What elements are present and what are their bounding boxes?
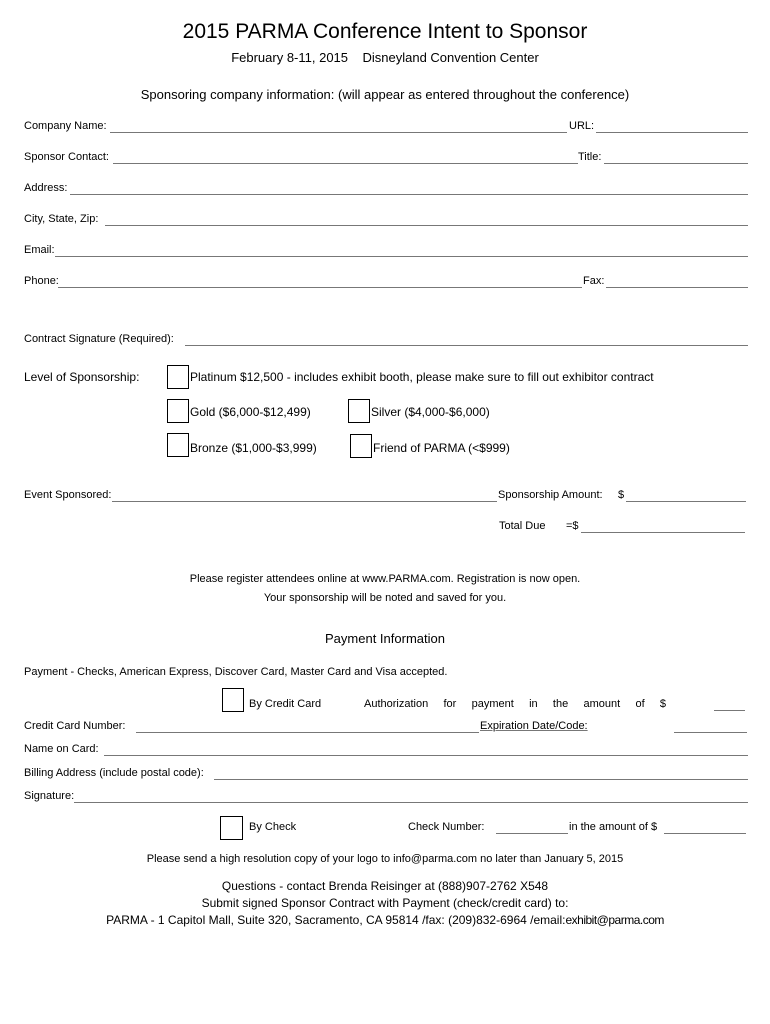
level-of-sponsorship-label: Level of Sponsorship: (24, 370, 140, 384)
event-dates-venue (0, 50, 770, 65)
mailing-address (0, 913, 770, 927)
address-field[interactable] (70, 194, 748, 195)
url-label: URL: (569, 120, 595, 132)
credit-card-number-label: Credit Card Number: (24, 720, 126, 732)
platinum-option-label: Platinum $12,500 - includes exhibit booth, please make sure to fill out exhibitor contract (190, 370, 654, 384)
by-credit-card-label: By Credit Card (249, 698, 322, 710)
company-name-label: Company Name: (24, 120, 107, 132)
register-note-line2: Your sponsorship will be noted and saved for you. (263, 592, 507, 604)
mailing-address-main: PARMA - 1 Capitol Mall, Suite 320, Sacramento, CA 95814 /fax: (209)832-6964 /email: (106, 913, 566, 927)
payment-signature-label: Signature: (24, 790, 75, 802)
name-on-card-label: Name on Card: (24, 743, 99, 755)
billing-address-label: Billing Address (include postal code): (24, 767, 204, 779)
check-checkbox[interactable] (220, 816, 243, 840)
mailing-address-email[interactable]: exhibit@parma.com (565, 913, 664, 927)
name-on-card-field[interactable] (104, 755, 748, 756)
friend-option-label: Friend of PARMA (<$999) (373, 441, 510, 455)
questions-contact: Questions - contact Brenda Reisinger at (888)907-2762 X548 (221, 879, 549, 893)
check-amount-label: in the amount of $ (569, 821, 658, 833)
phone-field[interactable] (58, 287, 582, 288)
sponsor-contact-label: Sponsor Contact: (24, 151, 109, 163)
page-title: 2015 PARMA Conference Intent to Sponsor (182, 20, 588, 43)
sponsorship-amount-field[interactable] (626, 501, 746, 502)
title-label: Title: (578, 151, 602, 163)
phone-label: Phone: (24, 275, 59, 287)
authorization-amount-field[interactable] (714, 710, 745, 711)
logo-note: Please send a high resolution copy of your logo to info@parma.com no later than January 5, 2015 (146, 853, 624, 865)
total-due-dollar: =$ (566, 520, 579, 532)
event-sponsored-field[interactable] (112, 501, 497, 502)
fax-label: Fax: (583, 275, 605, 287)
event-sponsored-label: Event Sponsored: (24, 489, 112, 501)
credit-card-number-field[interactable] (136, 732, 479, 733)
email-label: Email: (24, 244, 55, 256)
section-heading-company: Sponsoring company information: (will appear as entered throughout the conference) (140, 87, 630, 102)
contract-signature-label: Contract Signature (Required): (24, 333, 174, 345)
check-number-field[interactable] (496, 833, 568, 834)
payment-accepted-text: Payment - Checks, American Express, Discover Card, Master Card and Visa accepted. (24, 666, 448, 678)
email-field[interactable] (55, 256, 748, 257)
silver-checkbox[interactable] (348, 399, 370, 423)
fax-field[interactable] (606, 287, 748, 288)
event-venue: Disneyland Convention Center (362, 50, 539, 65)
expiration-label: Expiration Date/Code: (480, 720, 588, 732)
gold-option-label: Gold ($6,000-$12,499) (190, 405, 311, 419)
url-field[interactable] (596, 132, 748, 133)
platinum-checkbox[interactable] (167, 365, 189, 389)
city-state-zip-field[interactable] (105, 225, 748, 226)
city-state-zip-label: City, State, Zip: (24, 213, 99, 225)
billing-address-field[interactable] (214, 779, 748, 780)
by-check-label: By Check (249, 821, 297, 833)
address-label: Address: (24, 182, 68, 194)
sponsorship-amount-dollar: $ (618, 489, 625, 501)
register-note-line1: Please register attendees online at www.PARMA.com. Registration is now open. (189, 573, 581, 585)
submit-instructions: Submit signed Sponsor Contract with Payment (check/credit card) to: (201, 896, 569, 910)
check-amount-field[interactable] (664, 833, 746, 834)
authorization-text: Authorization for payment in the amount of $ (364, 698, 667, 710)
total-due-field[interactable] (581, 532, 745, 533)
sponsorship-amount-label: Sponsorship Amount: (498, 489, 603, 501)
payment-signature-field[interactable] (74, 802, 748, 803)
bronze-checkbox[interactable] (167, 433, 189, 457)
total-due-label: Total Due (499, 520, 546, 532)
silver-option-label: Silver ($4,000-$6,000) (371, 405, 490, 419)
expiration-field[interactable] (674, 732, 747, 733)
check-number-label: Check Number: (408, 821, 485, 833)
company-name-field[interactable] (110, 132, 567, 133)
event-dates: February 8-11, 2015 (231, 50, 349, 65)
payment-heading: Payment Information (325, 631, 445, 646)
friend-checkbox[interactable] (350, 434, 372, 458)
gold-checkbox[interactable] (167, 399, 189, 423)
credit-card-checkbox[interactable] (222, 688, 244, 712)
sponsor-contact-field[interactable] (113, 163, 578, 164)
title-field[interactable] (604, 163, 748, 164)
bronze-option-label: Bronze ($1,000-$3,999) (190, 441, 317, 455)
contract-signature-field[interactable] (185, 345, 748, 346)
